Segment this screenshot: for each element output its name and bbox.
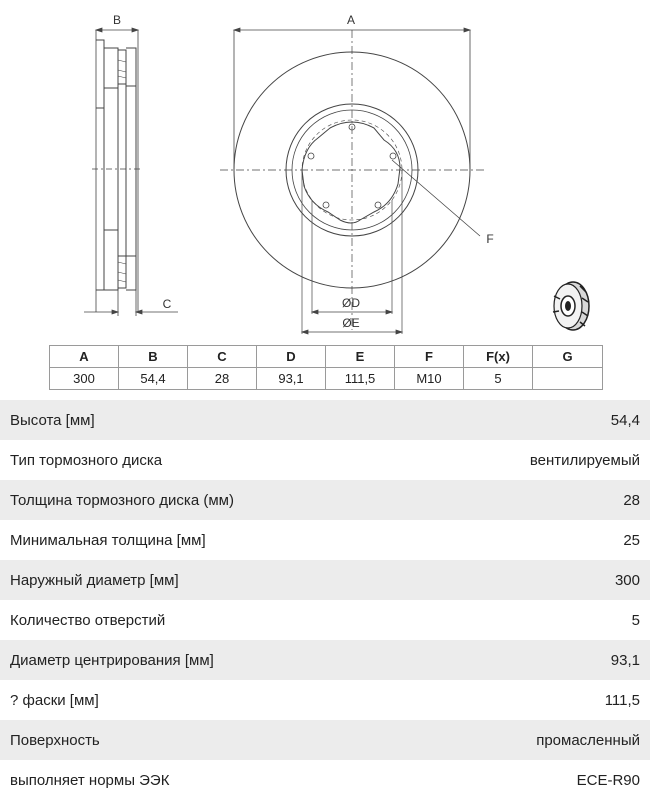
spec-value: 54,4	[610, 411, 640, 429]
header-f: F	[395, 346, 464, 368]
spec-value: 25	[623, 531, 640, 549]
spec-row-surface	[0, 720, 650, 760]
label-f: F	[486, 232, 494, 246]
spec-label: Толщина тормозного диска (мм)	[10, 491, 234, 509]
value-a: 300	[50, 368, 119, 390]
label-a: A	[346, 13, 356, 27]
spec-value: 93,1	[610, 651, 640, 669]
spec-row-height	[0, 400, 650, 440]
dimension-b	[96, 28, 138, 32]
spec-value: 5	[631, 611, 640, 629]
dimensions-header-row	[50, 346, 603, 368]
value-f: M10	[395, 368, 464, 390]
spec-value: вентилируемый	[529, 451, 640, 469]
spec-row-disc-type	[0, 440, 650, 480]
spec-value: 111,5	[604, 691, 640, 709]
label-c: C	[162, 297, 172, 311]
header-b: B	[119, 346, 188, 368]
spec-label: выполняет нормы ЭЭК	[10, 771, 170, 789]
value-fx: 5	[464, 368, 533, 390]
spec-row-min-thickness	[0, 520, 650, 560]
disc-thumbnail-icon	[553, 282, 589, 330]
header-e: E	[326, 346, 395, 368]
value-b: 54,4	[119, 368, 188, 390]
specs-list	[0, 400, 650, 800]
spec-value: промасленный	[536, 731, 640, 749]
spec-label: Поверхность	[10, 731, 100, 749]
spec-label: Минимальная толщина [мм]	[10, 531, 206, 549]
label-e: ØE	[342, 316, 360, 330]
label-d: ØD	[342, 296, 360, 310]
disc-front-view	[220, 30, 484, 334]
spec-row-chamfer	[0, 680, 650, 720]
label-b: B	[112, 13, 122, 27]
value-g	[533, 368, 603, 390]
dimension-e	[302, 330, 402, 334]
spec-row-ece-norm	[0, 760, 650, 800]
spec-value: 28	[623, 491, 640, 509]
spec-row-disc-thickness	[0, 480, 650, 520]
spec-row-outer-diameter	[0, 560, 650, 600]
value-c: 28	[188, 368, 257, 390]
spec-value: 300	[614, 571, 640, 589]
spec-label: Тип тормозного диска	[10, 451, 163, 469]
spec-label: Количество отверстий	[10, 611, 166, 629]
brake-disc-drawing	[0, 0, 650, 345]
disc-side-profile	[92, 30, 143, 312]
header-a: A	[50, 346, 119, 368]
spec-row-centering-diameter	[0, 640, 650, 680]
spec-label: Высота [мм]	[10, 411, 95, 429]
spec-label: Диаметр центрирования [мм]	[10, 651, 214, 669]
spec-label: ? фаски [мм]	[10, 691, 99, 709]
dimensions-table	[49, 345, 603, 390]
header-c: C	[188, 346, 257, 368]
dimensions-value-row	[50, 368, 603, 390]
value-e: 111,5	[326, 368, 395, 390]
spec-label: Наружный диаметр [мм]	[10, 571, 179, 589]
header-d: D	[257, 346, 326, 368]
spec-row-hole-count	[0, 600, 650, 640]
value-d: 93,1	[257, 368, 326, 390]
header-g: G	[533, 346, 603, 368]
spec-value: ECE-R90	[576, 771, 640, 789]
header-fx: F(x)	[464, 346, 533, 368]
